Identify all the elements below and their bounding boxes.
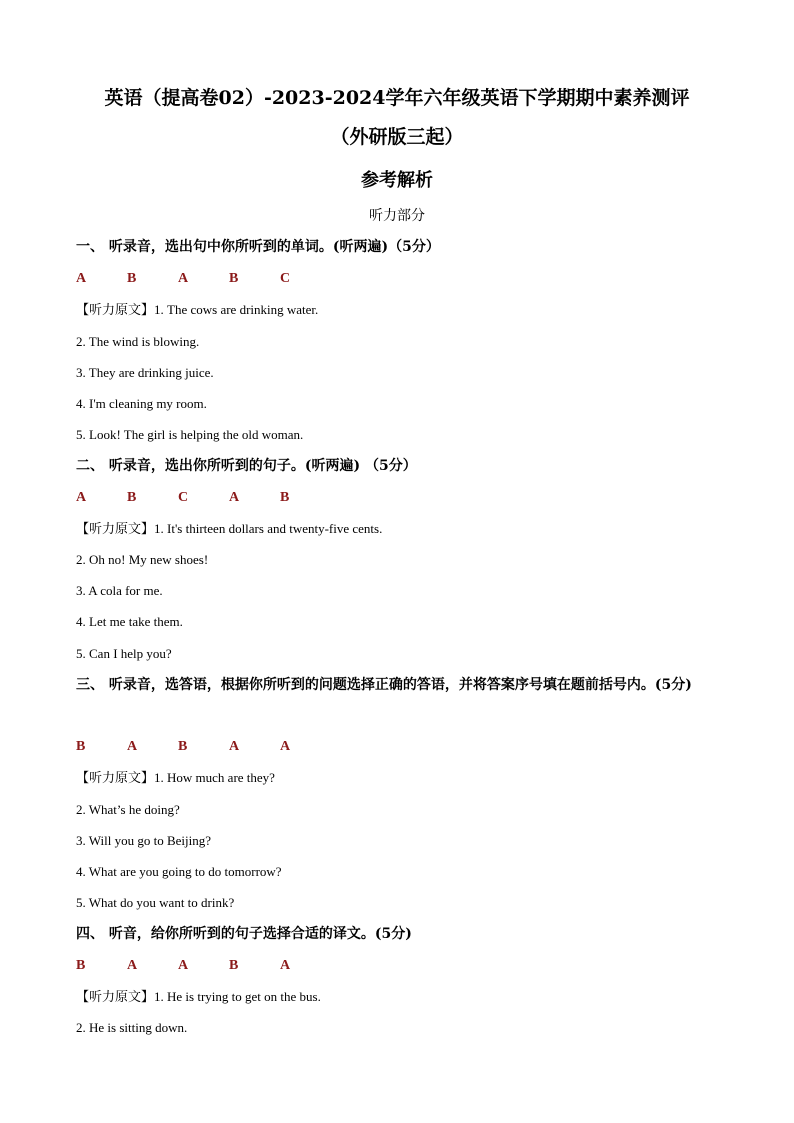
section-3-answers xyxy=(76,738,331,756)
answer-key: C xyxy=(178,490,189,505)
answer-key: B xyxy=(76,739,86,754)
listening-part-label: 听力部分 xyxy=(369,208,425,224)
answer-heading: 参考解析 xyxy=(361,170,433,191)
section-4-header: 四、 听音，给你所听到的句子选择合适的译文。(5分) xyxy=(76,926,412,942)
transcript-line: 4. I'm cleaning my room. xyxy=(76,396,207,411)
answer-key: B xyxy=(229,958,239,973)
transcript-text: 1. How much are they? xyxy=(154,770,275,785)
transcript-line: 2. He is sitting down. xyxy=(76,1020,188,1035)
answer-key: B xyxy=(127,490,137,505)
answer-key: A xyxy=(127,739,138,754)
section-1-answers xyxy=(76,270,331,288)
transcript-line xyxy=(76,301,716,320)
answer-key: A xyxy=(178,958,189,973)
answer-key: B xyxy=(178,739,188,754)
transcript-line: 2. The wind is blowing. xyxy=(76,334,200,349)
answer-key: B xyxy=(76,958,86,973)
transcript-line: 2. What’s he doing? xyxy=(76,802,180,817)
transcript-line: 5. What do you want to drink? xyxy=(76,895,235,910)
answer-key: B xyxy=(280,490,290,505)
section-1-header: 一、 听录音，选出句中你所听到的单词。(听两遍)（5分） xyxy=(76,239,440,255)
document-title: 英语（提高卷02）-2023-2024学年六年级英语下学期期中素养测评 xyxy=(104,87,690,109)
transcript-line xyxy=(76,520,716,539)
transcript-line: 5. Can I help you? xyxy=(76,646,172,661)
transcript-tag: 【听力原文】 xyxy=(76,771,155,786)
answer-key: A xyxy=(229,490,240,505)
transcript-line: 3. They are drinking juice. xyxy=(76,365,214,380)
answer-key: A xyxy=(280,958,291,973)
answer-key: C xyxy=(280,271,291,286)
transcript-line xyxy=(76,769,716,788)
transcript-text: 1. The cows are drinking water. xyxy=(154,302,319,317)
section-3-header: 三、 听录音，选答语，根据你所听到的问题选择正确的答语，并将答案序号填在题前括号内。(5分) xyxy=(76,677,692,693)
transcript-line: 2. Oh no! My new shoes! xyxy=(76,552,209,567)
answer-key: A xyxy=(76,271,87,286)
answer-key: A xyxy=(280,739,291,754)
transcript-line xyxy=(76,988,716,1007)
transcript-tag: 【听力原文】 xyxy=(76,522,155,537)
transcript-text: 1. It's thirteen dollars and twenty-five cents. xyxy=(154,521,383,536)
transcript-text: 1. He is trying to get on the bus. xyxy=(154,989,321,1004)
answer-key: A xyxy=(178,271,189,286)
transcript-line: 3. Will you go to Beijing? xyxy=(76,833,212,848)
transcript-tag: 【听力原文】 xyxy=(76,990,155,1005)
transcript-line: 5. Look! The girl is helping the old woman. xyxy=(76,427,304,442)
answer-key: A xyxy=(76,490,87,505)
answer-key: B xyxy=(229,271,239,286)
transcript-line: 4. What are you going to do tomorrow? xyxy=(76,864,282,879)
answer-key: A xyxy=(127,958,138,973)
answer-key: B xyxy=(127,271,137,286)
section-2-header: 二、 听录音，选出你所听到的句子。(听两遍) （5分） xyxy=(76,458,417,474)
transcript-line: 3. A cola for me. xyxy=(76,583,163,598)
document-subtitle: （外研版三起） xyxy=(330,126,464,148)
transcript-line: 4. Let me take them. xyxy=(76,614,183,629)
answer-key: A xyxy=(229,739,240,754)
section-2-answers xyxy=(76,489,331,507)
section-4-answers xyxy=(76,957,331,975)
transcript-tag: 【听力原文】 xyxy=(76,303,155,318)
